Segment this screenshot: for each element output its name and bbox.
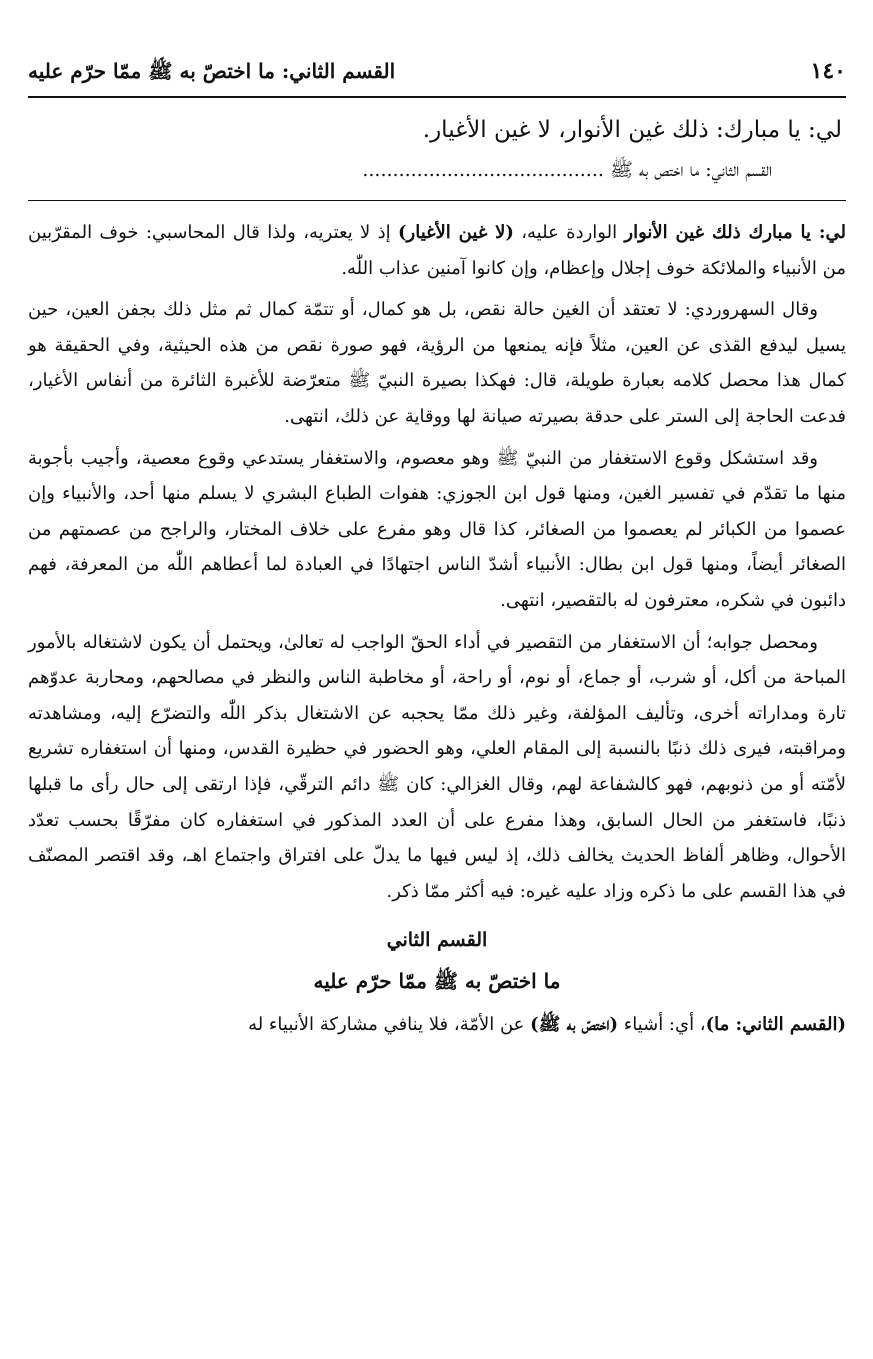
matn-dots: ........................................ — [362, 159, 604, 181]
section-line-bold: (اختصّ به ﷺ) — [530, 1014, 619, 1036]
matn-separator — [28, 200, 846, 201]
matn-heading-line — [32, 150, 842, 190]
page-number: ١٤٠ — [810, 58, 846, 84]
commentary-paragraph-4: ومحصل جوابه؛ أن الاستغفار من التقصير في أداء الحقّ الواجب له تعالىٰ، ويحتمل أن يكون لاشتغاله بالأمور المباحة من أكل، أو شرب، أو جماع، أو نوم، أو راحة، أو مخاطبة الناس والنظر في مصالحهم، ومحاربة عدوّهم تارة ومداراته أخرى، وتأليف المؤلفة، وغير ذلك ممّا يحجبه عن الاشتغال بذكر اللّٰه والتضرّع إليه، ومشاهدته ومراقبته، فيرى ذلك ذنبًا بالنسبة إلى المقام العلي، وهو الحضور في حظيرة القدس، ومنها أن استغفاره تشريع لأمّته أو من ذنوبهم، فهو كالشفاعة لهم، وقال الغزالي: كان ﷺ دائم الترقّي، فإذا ارتقى إلى حال رأى ما قبلها ذنبًا، فاستغفر من الحال السابق، وهذا مفرع على أن العدد المذكور في استغفاره كان مفرّقًا بحسب تعدّد الأحوال، وظاهر ألفاظ الحديث يخالف ذلك، إذ ليس فيها ما يدلّ على افتراق واجتماع اهـ، وقد اقتصر المصنّف في هذا القسم على ما ذكره وزاد عليه غيره: فيه أكثر ممّا ذكر. — [28, 631, 846, 902]
section-line-text: عن الأمّة، فلا ينافي مشاركة الأنبياء له — [248, 1014, 531, 1036]
paragraph-bold-phrase: (لا غين الأغيار) — [398, 222, 514, 243]
section-first-line — [28, 1007, 846, 1042]
matn-heading: القسم الثاني: ما اختص به ﷺ — [609, 159, 772, 181]
paragraph-text: الواردة عليه، — [513, 222, 625, 243]
matn-line: لي: يا مبارك: ذلك غين الأنوار، لا غين الأغيار. — [422, 117, 842, 143]
commentary-paragraph-2: وقال السهروردي: لا تعتقد أن الغين حالة نقص، بل هو كمال، أو تتمّة كمال ثم مثل ذلك بجفن العين، حين يسيل ليدفع القذى عن العين، مثلاً فإنه يمنعها من الرؤية، فهو صورة نقص من هذه الحيثية، وفي الحقيقة هو كمال هذا محصل كلامه بعبارة طويلة، قال: فهكذا بصيرة النبيّ ﷺ متعرّضة للأغبرة الثائرة من أنفاس الأغيار، فدعت الحاجة إلى الستر على حدقة بصيرته صيانة لها ووقاية عن ذلك، انتهى. — [28, 299, 846, 427]
section-subtitle: ما اختصّ به ﷺ ممّا حرّم عليه — [313, 969, 561, 994]
matn-text-block — [28, 98, 846, 200]
section-line-text: ، أي: أشياء — [618, 1014, 706, 1036]
paragraph-text: إذ لا يعتريه، ولذا قال المحاسبي: خوف المقرّبين من الأنبياء والملائكة خوف إجلال وإعظام، وإن كانوا آمنين عذاب اللّٰه. — [28, 222, 846, 279]
running-title: القسم الثاني: ما اختصّ به ﷺ ممّا حرّم عليه — [28, 59, 396, 83]
section-line-bold: (القسم الثاني: ما) — [705, 1014, 846, 1036]
section-title: القسم الثاني — [386, 929, 488, 952]
paragraph-lead: لي: يا مبارك ذلك غين الأنوار — [624, 222, 846, 243]
book-page — [28, 58, 846, 1042]
commentary-paragraph-1 — [28, 215, 846, 286]
commentary-block — [28, 215, 846, 909]
commentary-paragraph-3: وقد استشكل وقوع الاستغفار من النبيّ ﷺ وهو معصوم، والاستغفار يستدعي وقوع معصية، وأجيب بأجوبة منها ما تقدّم في تفسير الغين، ومنها قول ابن الجوزي: هفوات الطباع البشري لا يسلم منها أحد، والأنبياء وإن عصموا من الكبائر لم يعصموا من الصغائر، كذا قال وهو مفرع على خلاف المختار، والراجح من عصمتهم من الصغائر أيضاً، ومنها قول ابن بطال: الأنبياء أشدّ الناس اجتهادًا في العبادة لما أعطاهم اللّٰه من المعرفة، فهم دائبون في شكره، معترفون له بالتقصير، انتهى. — [28, 447, 846, 611]
running-header — [28, 58, 846, 98]
